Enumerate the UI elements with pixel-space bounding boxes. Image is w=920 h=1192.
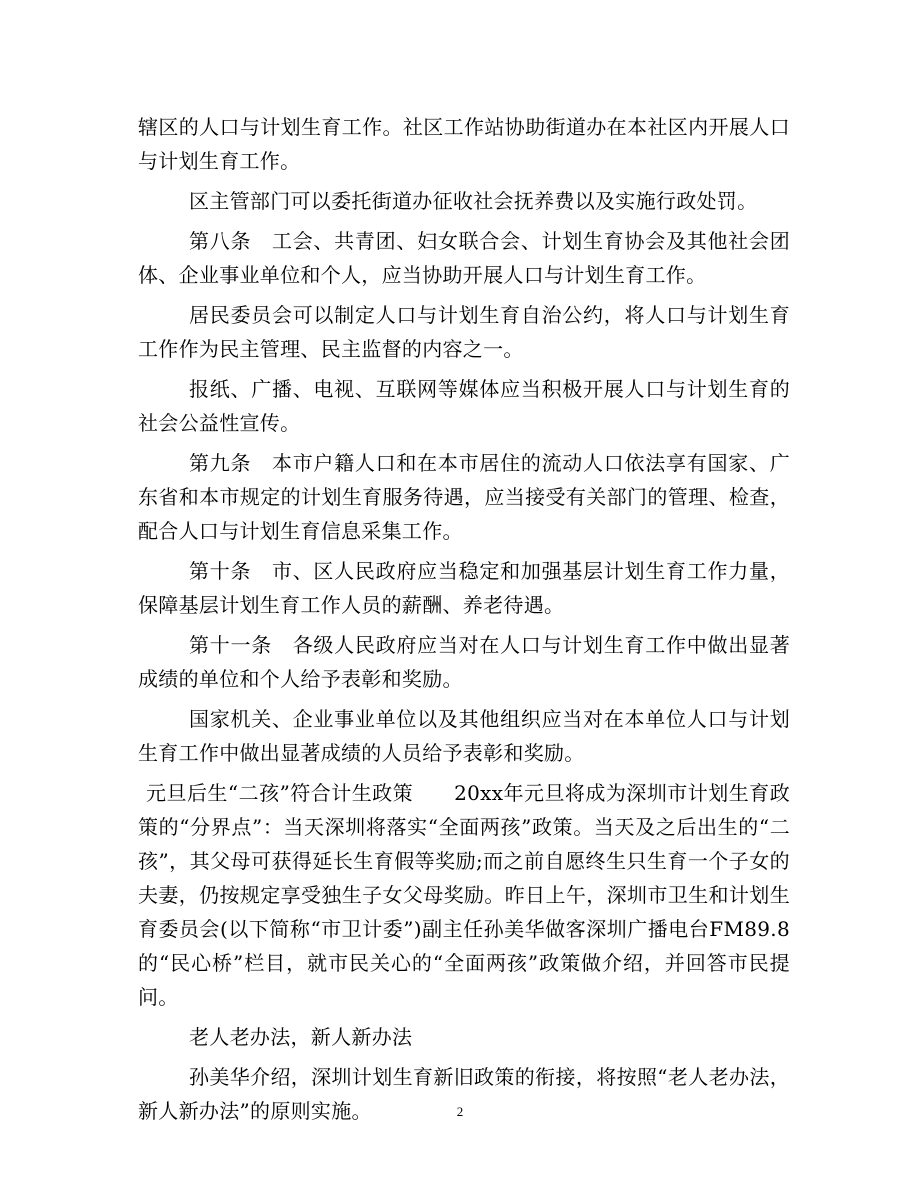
paragraph: 居民委员会可以制定人口与计划生育自治公约，将人口与计划生育工作作为民主管理、民主监督的内容之一。 bbox=[138, 303, 790, 361]
paragraph: 元旦后生“二孩”符合计生政策 20xx年元旦将成为深圳市计划生育政策的“分界点”：当天深圳将落实“全面两孩”政策。当天及之后出生的“二孩”，其父母可获得延长生育假等奖励;而之前自愿终生只生育一个子女的夫妻，仍按规定享受独生子女父母奖励。昨日上午，深圳市卫生和计划生育委员会(以下简称“市卫计委”)副主任孙美华做客深圳广播电台FM89.8的“民心桥”栏目，就市民关心的“全面两孩”政策做介绍，并回答市民提问。 bbox=[138, 781, 790, 1009]
paragraph: 第九条 本市户籍人口和在本市居住的流动人口依法享有国家、广东省和本市规定的计划生育服务待遇，应当接受有关部门的管理、检查，配合人口与计划生育信息采集工作。 bbox=[138, 451, 790, 543]
paragraph: 区主管部门可以委托街道办征收社会抚养费以及实施行政处罚。 bbox=[189, 189, 758, 213]
document-body bbox=[138, 110, 790, 1134]
paragraph: 第十条 市、区人民政府应当稳定和加强基层计划生育工作力量，保障基层计划生育工作人员的薪酬、养老待遇。 bbox=[138, 559, 790, 617]
section-heading: 老人老办法，新人新办法 bbox=[189, 1025, 413, 1049]
paragraph: 辖区的人口与计划生育工作。社区工作站协助街道办在本社区内开展人口与计划生育工作。 bbox=[138, 115, 790, 173]
paragraph: 第十一条 各级人民政府应当对在人口与计划生育工作中做出显著成绩的单位和个人给予表彰和奖励。 bbox=[138, 633, 790, 691]
paragraph: 国家机关、企业事业单位以及其他组织应当对在本单位人口与计划生育工作中做出显著成绩的人员给予表彰和奖励。 bbox=[138, 707, 790, 765]
paragraph: 孙美华介绍，深圳计划生育新旧政策的衔接，将按照“老人老办法，新人新办法”的原则实施。 bbox=[138, 1065, 790, 1123]
paragraph: 报纸、广播、电视、互联网等媒体应当积极开展人口与计划生育的社会公益性宣传。 bbox=[138, 377, 790, 435]
paragraph: 第八条 工会、共青团、妇女联合会、计划生育协会及其他社会团体、企业事业单位和个人，应当协助开展人口与计划生育工作。 bbox=[138, 229, 790, 287]
page-number: 2 bbox=[456, 1104, 464, 1119]
